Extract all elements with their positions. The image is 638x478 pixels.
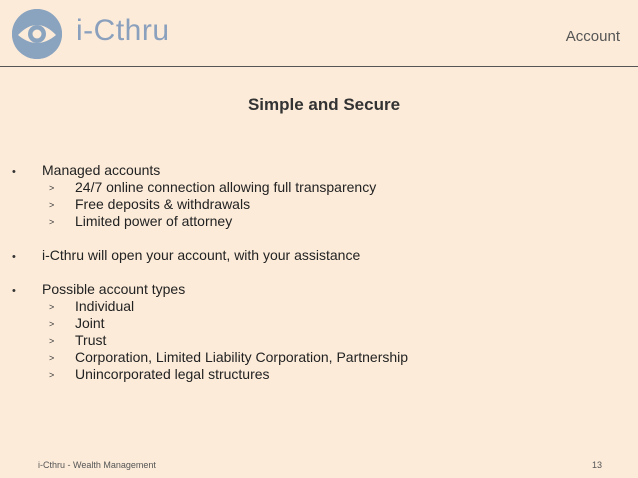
list-item: Possible account types: [42, 281, 186, 297]
list-item: Managed accounts: [42, 162, 161, 178]
header-divider: [0, 66, 638, 67]
page-number: 13: [591, 460, 602, 470]
chevron-right-icon: >: [49, 319, 55, 329]
chevron-right-icon: >: [49, 370, 55, 380]
logo-eye-icon: [12, 9, 62, 59]
sub-list-item: Limited power of attorney: [75, 213, 233, 229]
bullet-icon: •: [12, 251, 16, 263]
sub-list-item: Unincorporated legal structures: [75, 366, 270, 382]
sub-list-item: Corporation, Limited Liability Corporation, Partnership: [75, 349, 409, 365]
chevron-right-icon: >: [49, 302, 55, 312]
chevron-right-icon: >: [49, 200, 55, 210]
bullet-icon: •: [12, 285, 16, 297]
chevron-right-icon: >: [49, 183, 55, 193]
chevron-right-icon: >: [49, 336, 55, 346]
sub-list-item: Trust: [75, 332, 107, 348]
section-title: Account: [565, 28, 620, 45]
sub-list-item: Free deposits & withdrawals: [75, 196, 251, 212]
chevron-right-icon: >: [49, 217, 55, 227]
slide-header: [0, 0, 638, 66]
list-item: i-Cthru will open your account, with your assistance: [42, 247, 361, 263]
sub-list-item: 24/7 online connection allowing full transparency: [75, 179, 377, 195]
bullet-icon: •: [12, 166, 16, 178]
slide-title: Simple and Secure: [247, 95, 401, 114]
sub-list-item: Joint: [75, 315, 105, 331]
sub-list-item: Individual: [75, 298, 135, 314]
chevron-right-icon: >: [49, 353, 55, 363]
footer-label: i-Cthru - Wealth Management: [38, 460, 156, 470]
logo-wordmark: i-Cthru: [76, 14, 170, 47]
